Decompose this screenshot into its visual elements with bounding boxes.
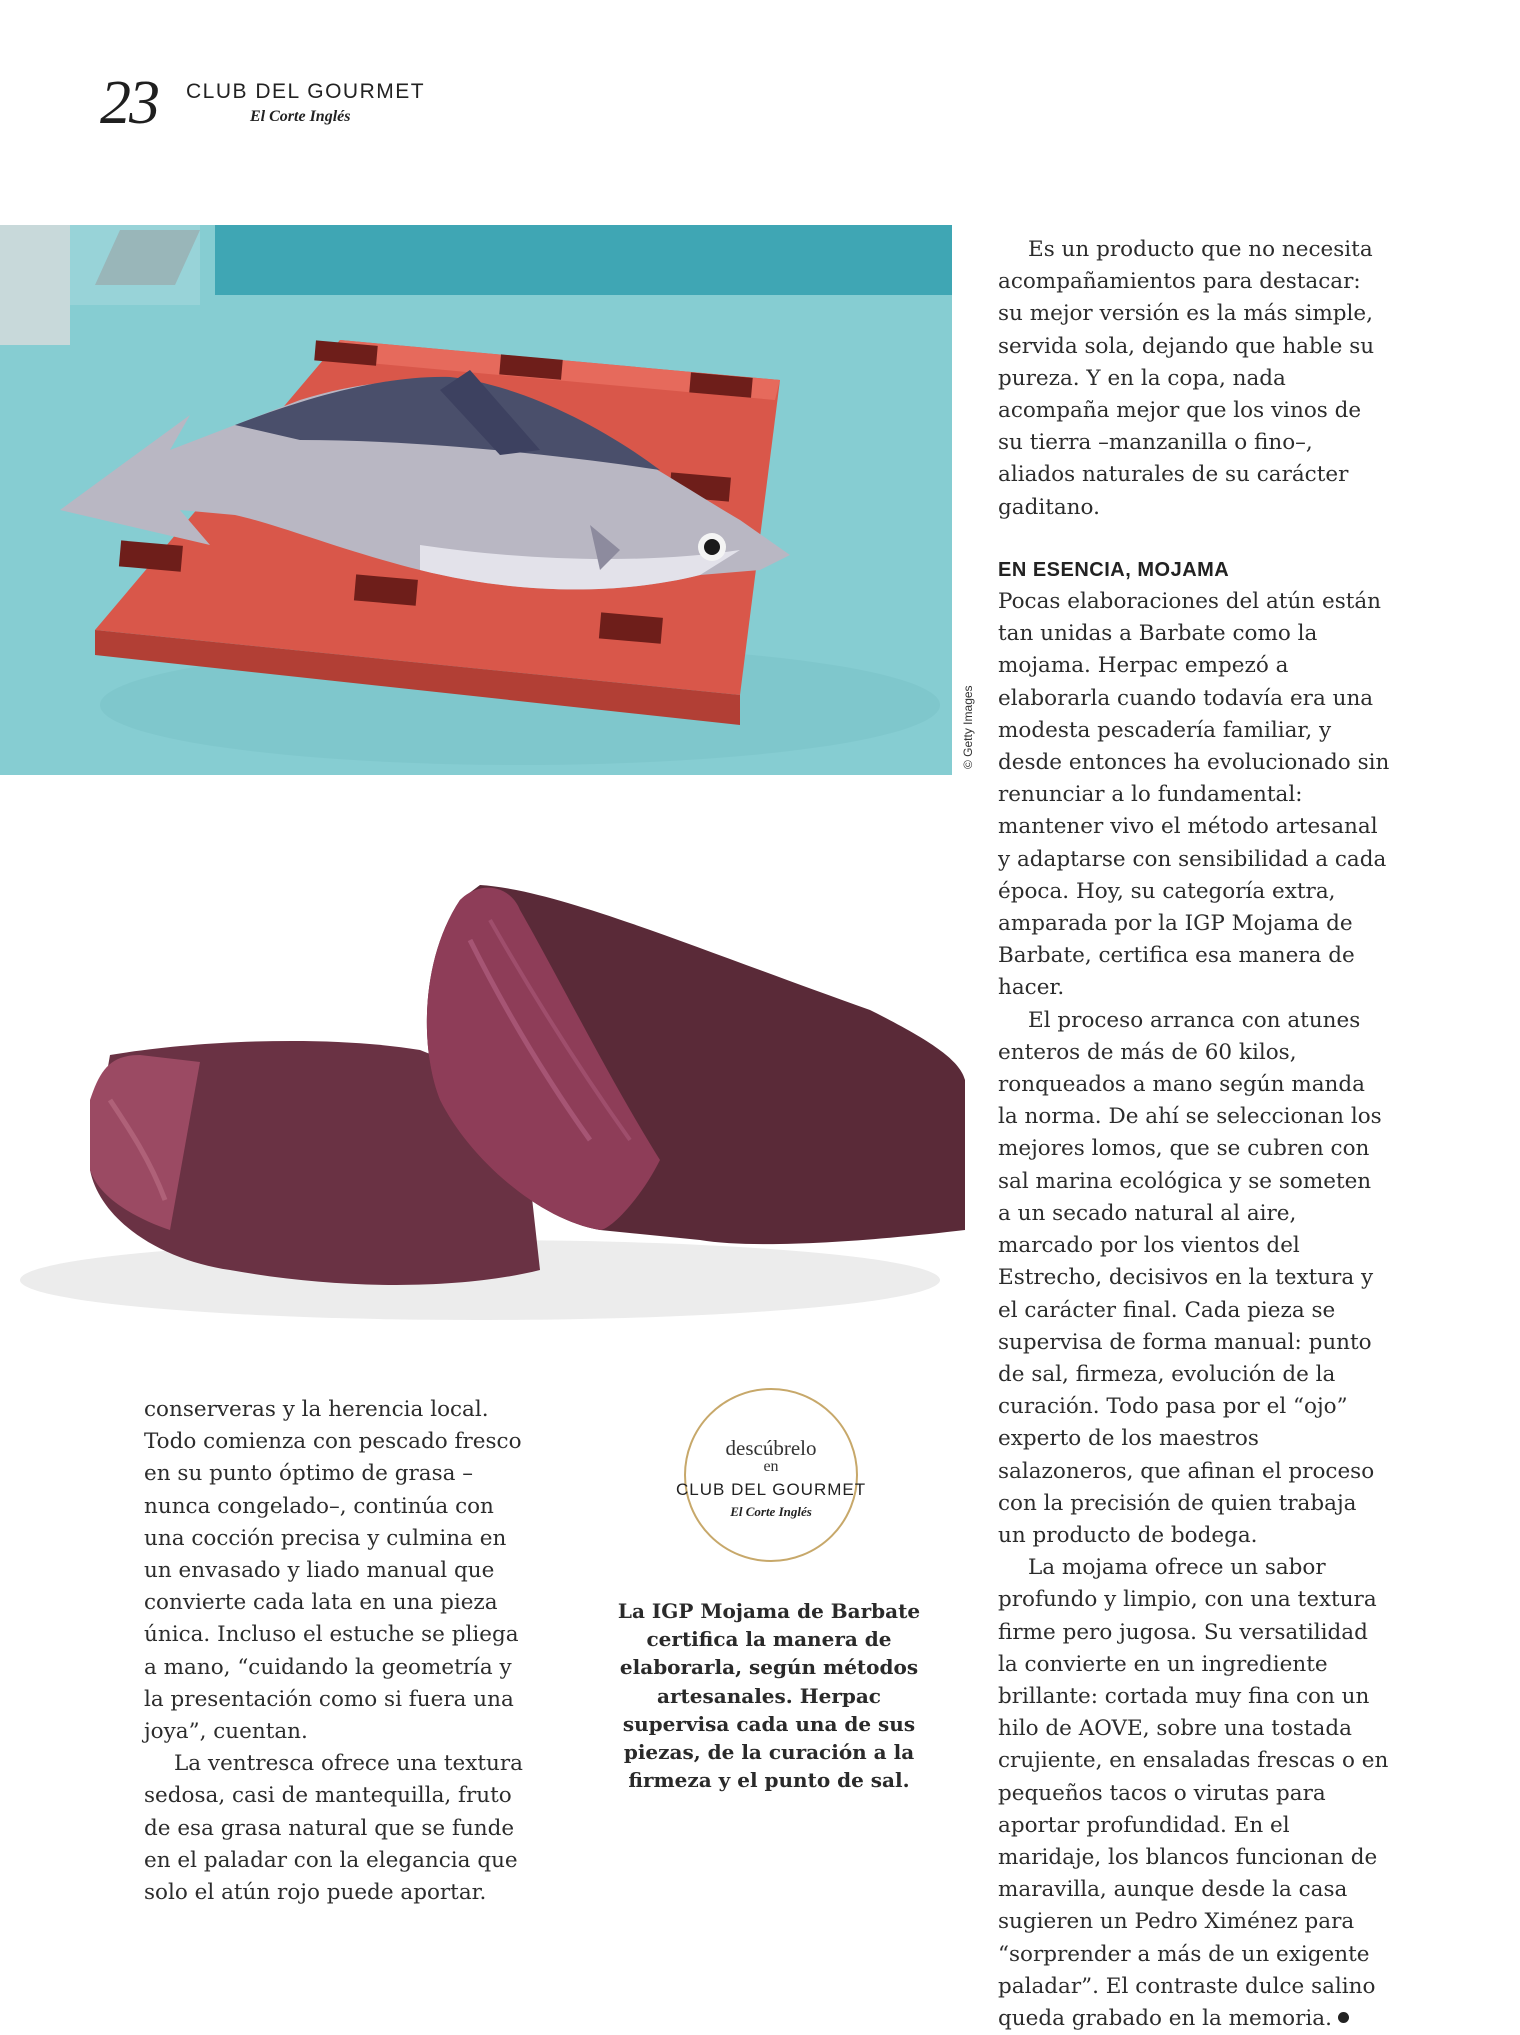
paragraph-text: La mojama ofrece un sabor profundo y limpio, con una textura firme pero jugosa. Su versatilidad la convierte en un ingrediente brillante: cortada muy fina con un hilo de AOVE, sobre una tostada crujiente, en ensaladas frescas o en pequeños tacos o virutas para aportar profundidad. En el maridaje, los blancos funcionan de maravilla, aunque desde la casa sugieren un Pedro Ximénez para “sorprender a más de un exigente paladar”. El contraste dulce salino queda grabado en la memoria. [998,1555,1389,2031]
brand-title: CLUB DEL GOURMET [186,80,426,103]
page-number: 23 [100,69,158,137]
seal-line: descúbrelo [725,1436,817,1460]
photo-credit: © Getty Images [961,685,975,769]
seal-logo: El Corte Inglés [730,1504,812,1519]
right-column [998,234,1390,2035]
club-seal [676,1388,867,1562]
paragraph: Es un producto que no necesita acompañamientos para destacar: su mejor versión es la más simple, servida sola, dejando que hable su pureza. Y en la copa, nada acompaña mejor que los vinos de su tierra –manzanilla o fino–, aliados naturales de su carácter gaditano. [998,237,1375,520]
end-mark [1338,2012,1349,2023]
paragraph: Pocas elaboraciones del atún están tan unidas a Barbate como la mojama. Herpac empezó a elaborarla cuando todavía era una modesta pescadería familiar, y desde entonces ha evolucionado sin renunciar a lo fundamental: mantener vivo el método artesanal y adaptarse con sensibilidad a cada época. Hoy, su categoría extra, amparada por la IGP Mojama de Barbate, certifica esa manera de hacer. [998,589,1390,1001]
brand-logo: El Corte Inglés [250,108,351,125]
paragraph: El proceso arranca con atunes enteros de más de 60 kilos, ronqueados a mano según manda la norma. De ahí se seleccionan los mejores lomos, que se cubren con sal marina ecológica y se someten a un secado natural al aire, marcado por los vientos del Estrecho, decisivos en la textura y el carácter final. Cada pieza se supervisa de forma manual: punto de sal, firmeza, evolución de la curación. Todo pasa por el “ojo” experto de los maestros salazoneros, que afinan el proceso con la precisión de quien trabaja un producto de bodega. [998,1007,1382,1548]
section-subhead: EN ESENCIA, MOJAMA [998,558,1230,581]
left-column [144,1394,536,1909]
seal-line: en [763,1458,779,1475]
paragraph: conserveras y la herencia local. Todo comienza con pescado fresco en su punto óptimo de grasa –nunca congelado–, continúa con una cocción precisa y culmina en un envasado y liado manual que convierte cada lata en una pieza única. Incluso el estuche se pliega a mano, “cuidando la geometría y la presentación como si fuera una joya”, cuentan. [144,1397,522,1745]
paragraph [998,1552,1390,2035]
paragraph: La ventresca ofrece una textura sedosa, casi de mantequilla, fruto de esa grasa natural que se funde en el paladar con la elegancia que solo el atún rojo puede aportar. [144,1751,523,1906]
tuna-photo [0,225,952,775]
seal-brand: CLUB DEL GOURMET [676,1480,867,1499]
mojama-photo [0,800,966,1320]
photo-caption: La IGP Mojama de Barbate certifica la manera de elaborarla, según métodos artesanales. Herpac supervisa cada una de sus piezas, de la curación a la firmeza y el punto de sal. [617,1599,921,1793]
